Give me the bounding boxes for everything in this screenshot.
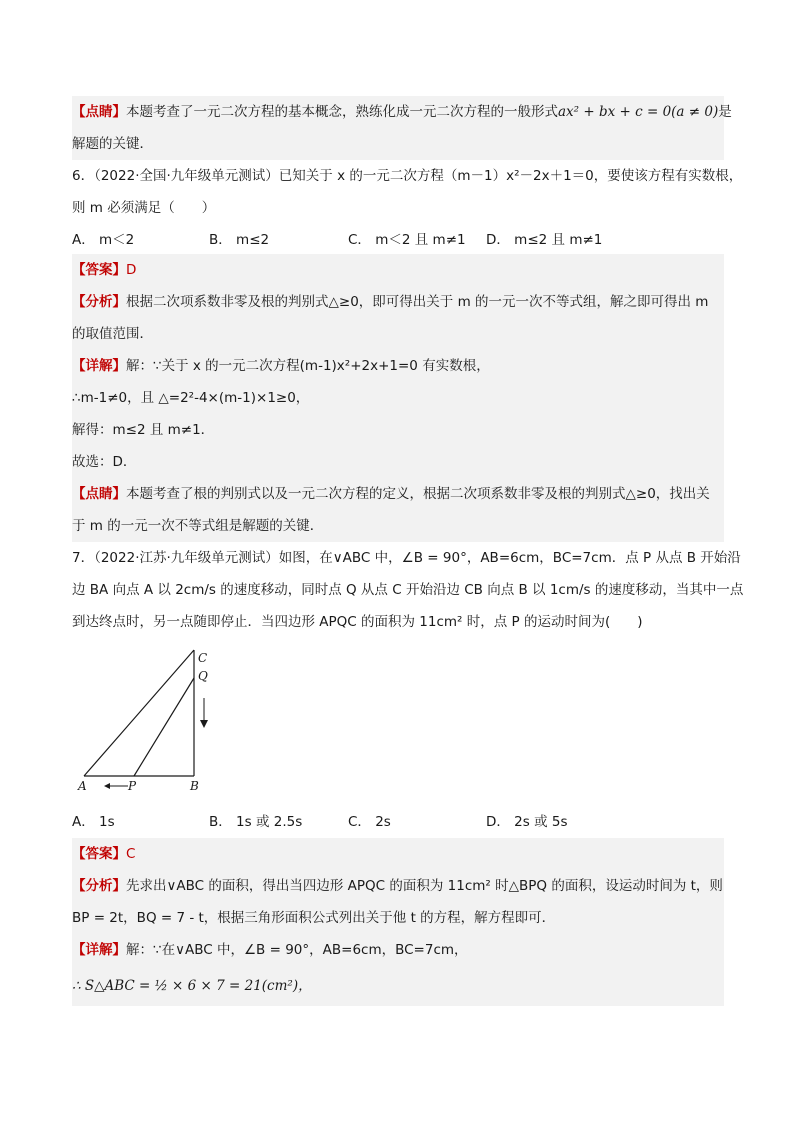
q7-stem-1: 7．（2022·江苏·九年级单元测试）如图，在∨ABC 中，∠B = 90°，AB=6cm，BC=7cm．点 P 从点 B 开始沿: [72, 550, 741, 566]
q6-option-a: A． m＜2: [72, 232, 135, 248]
q6-analysis-line-2: [72, 318, 724, 350]
label-p: P: [128, 779, 137, 793]
q6-answer: D: [126, 262, 137, 278]
side-ac: [84, 650, 194, 776]
q6-detail-line-4: [72, 446, 724, 478]
q7-analysis-line-2: [72, 902, 724, 934]
q5-point-formula: ax² + bx + c = 0(a ≠ 0): [558, 104, 719, 120]
q5-point-line-2: [72, 128, 724, 160]
q6-stem-2: 则 m 必须满足（ ）: [72, 200, 216, 216]
q6-detail-line-3: [72, 414, 724, 446]
label-q: Q: [198, 669, 208, 683]
q7-detail-line-2: [72, 966, 724, 1006]
q7-option-b: B． 1s 或 2.5s: [209, 814, 303, 830]
arrow-down-head: [200, 720, 208, 728]
q7-analysis-line-1: [72, 870, 724, 902]
label-a: A: [78, 779, 87, 793]
q6-point-1: 本题考查了根的判别式以及一元二次方程的定义，根据二次项系数非零及根的判别式△≥0，找出关: [126, 486, 710, 502]
q6-analysis-line-1: [72, 286, 724, 318]
q7-detail-1: 解：∵在∨ABC 中，∠B = 90°，AB=6cm，BC=7cm，: [126, 942, 468, 958]
q6-analysis-tag: 【分析】: [72, 294, 126, 310]
q7-stem-line-2: [72, 574, 744, 606]
q6-answer-tag: 【答案】: [72, 262, 126, 278]
q7-option-a: A． 1s: [72, 814, 115, 830]
q7-detail-line-1: [72, 934, 724, 966]
q7-analysis-2: BP = 2t，BQ = 7 - t，根据三角形面积公式列出关于他 t 的方程，解方程即可．: [72, 910, 556, 926]
q7-stem-2: 边 BA 向点 A 以 2cm/s 的速度移动，同时点 Q 从点 C 开始沿边 CB 向点 B 以 1cm/s 的速度移动，当其中一点: [72, 582, 744, 598]
q6-detail-2: ∴m-1≠0，且 △=2²-4×(m-1)×1≥0，: [72, 390, 310, 406]
q6-detail-3: 解得：m≤2 且 m≠1．: [72, 422, 215, 438]
q6-point-line-2: [72, 510, 724, 542]
q7-options: [72, 807, 724, 837]
q6-option-d: D． m≤2 且 m≠1: [486, 232, 603, 248]
q6-option-c: C． m＜2 且 m≠1: [348, 232, 466, 248]
q5-point-line-1: [72, 96, 732, 128]
q5-point-text-end: 是: [718, 104, 732, 120]
q7-stem-line-3: [72, 606, 724, 638]
q7-analysis-tag: 【分析】: [72, 878, 126, 894]
q6-analysis-2: 的取值范围．: [72, 326, 153, 342]
q6-point-tag: 【点睛】: [72, 486, 126, 502]
q6-option-b: B． m≤2: [209, 232, 270, 248]
q6-analysis-1: 根据二次项系数非零及根的判别式△≥0，即可得出关于 m 的一元一次不等式组，解之即可得出 m: [126, 294, 709, 310]
q6-answer-line: [72, 254, 724, 286]
arrow-left-head: [104, 783, 110, 789]
q7-answer: C: [126, 846, 136, 862]
q7-answer-tag: 【答案】: [72, 846, 126, 862]
q6-detail-tag: 【详解】: [72, 358, 126, 374]
q6-stem-line-2: [72, 192, 724, 224]
q7-detail-2: ∴ S△ABC = ½ × 6 × 7 = 21(cm²)，: [72, 978, 312, 994]
triangle-figure: [70, 640, 230, 800]
q6-detail-1: 解：∵关于 x 的一元二次方程(m-1)x²+2x+1=0 有实数根，: [126, 358, 490, 374]
segment-pq: [134, 678, 194, 776]
q6-stem-line-1: [72, 160, 743, 192]
q6-stem-1: 6．（2022·全国·九年级单元测试）已知关于 x 的一元二次方程（m－1）x²－2x＋1＝0，要使该方程有实数根，: [72, 168, 743, 184]
q5-point-text-2: 解题的关键．: [72, 136, 153, 152]
q7-stem-line-1: [72, 542, 741, 574]
q6-detail-line-2: [72, 382, 724, 414]
q6-options: [72, 225, 724, 255]
q6-detail-4: 故选：D．: [72, 454, 137, 470]
q6-detail-line-1: [72, 350, 724, 382]
q6-point-2: 于 m 的一元一次不等式组是解题的关键．: [72, 518, 324, 534]
q7-option-d: D． 2s 或 5s: [486, 814, 568, 830]
label-c: C: [198, 651, 208, 665]
q7-answer-line: [72, 838, 724, 870]
q7-option-c: C． 2s: [348, 814, 391, 830]
q5-point-tag: 【点睛】: [72, 104, 126, 120]
q7-detail-tag: 【详解】: [72, 942, 126, 958]
label-b: B: [190, 779, 199, 793]
q6-point-line-1: [72, 478, 724, 510]
q5-point-text: 本题考查了一元二次方程的基本概念，熟练化成一元二次方程的一般形式: [126, 104, 558, 120]
q7-stem-3: 到达终点时，另一点随即停止．当四边形 APQC 的面积为 11cm² 时，点 P 的运动时间为( ): [72, 614, 643, 630]
q7-analysis-1: 先求出∨ABC 的面积，得出当四边形 APQC 的面积为 11cm² 时△BPQ 的面积，设运动时间为 t，则: [126, 878, 723, 894]
